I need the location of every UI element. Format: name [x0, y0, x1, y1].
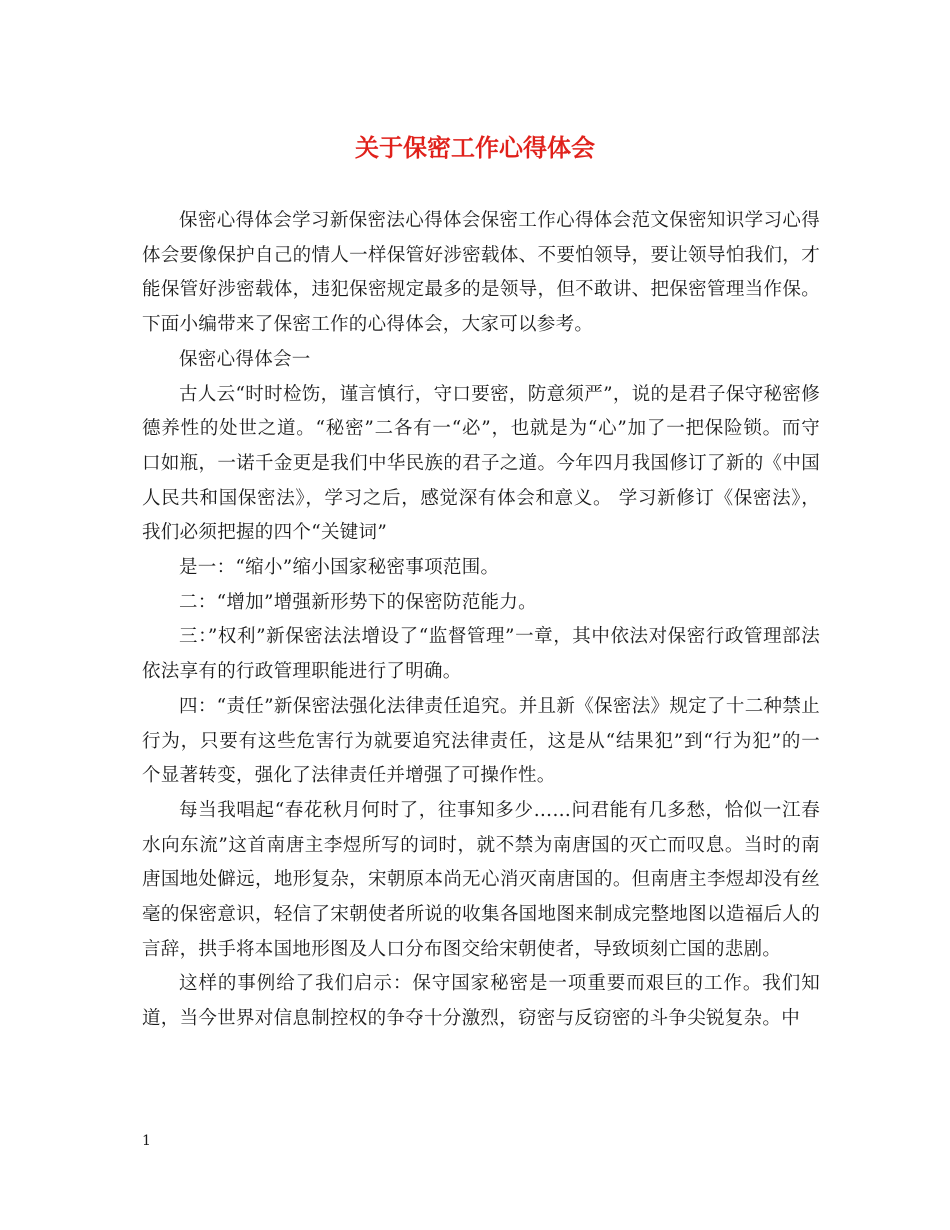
document-body — [142, 204, 820, 1037]
paragraph-keyword-1: 是一：“缩小”缩小国家秘密事项范围。 — [179, 557, 500, 579]
paragraph-ancient-saying: 古人云“时时检饬，谨言慎行，守口要密，防意须严”，说的是君子保守秘密修德养性的处世之道。“秘密”二各有一“必”，也就是为“心”加了一把保险锁。而守口如瓶，一诺千金更是我们中华民族的君子之道。今年四月我国修订了新的《中国人民共和国保密法》，学习之后，感觉深有体会和意义。 学习新修订《保密法》，我们必须把握的四个“关键词” — [142, 383, 820, 544]
paragraph-intro: 保密心得体会学习新保密法心得体会保密工作心得体会范文保密知识学习心得体会要像保护自己的情人一样保管好涉密载体、不要怕领导，要让领导怕我们，才能保管好涉密载体，违犯保密规定最多的是领导，但不敢讲、把保密管理当作保。下面小编带来了保密工作的心得体会，大家可以参考。 — [142, 210, 820, 336]
page-number: 1 — [142, 1133, 151, 1149]
paragraph-lesson: 这样的事例给了我们启示：保守国家秘密是一项重要而艰巨的工作。我们知道，当今世界对信息制控权的争夺十分激烈，窃密与反窃密的斗争尖锐复杂。中 — [142, 973, 820, 1030]
paragraph-keyword-2: 二：“增加”增强新形势下的保密防范能力。 — [179, 591, 537, 613]
paragraph-keyword-3: 三：”权利”新保密法法增设了“监督管理”一章，其中依法对保密行政管理部法依法享有的行政管理职能进行了明确。 — [142, 626, 820, 683]
paragraph-keyword-4: 四：“责任”新保密法强化法律责任追究。并且新《保密法》规定了十二种禁止行为，只要有这些危害行为就要追究法律责任，这是从“结果犯”到“行为犯”的一个显著转变，强化了法律责任并增强了可操作性。 — [142, 695, 820, 787]
document-title: 关于保密工作心得体会 — [355, 133, 595, 162]
section-heading: 保密心得体会一 — [179, 348, 311, 370]
paragraph-li-yu: 每当我唱起“春花秋月何时了，往事知多少……问君能有几多愁，恰似一江春水向东流”这首南唐主李煜所写的词时，就不禁为南唐国的灭亡而叹息。当时的南唐国地处僻远，地形复杂，宋朝原本尚无心消灭南唐国的。但南唐主李煜却没有丝毫的保密意识，轻信了宋朝使者所说的收集各国地图来制成完整地图以造福后人的言辞，拱手将本国地形图及人口分布图交给宋朝使者，导致顷刻亡国的悲剧。 — [142, 799, 820, 960]
